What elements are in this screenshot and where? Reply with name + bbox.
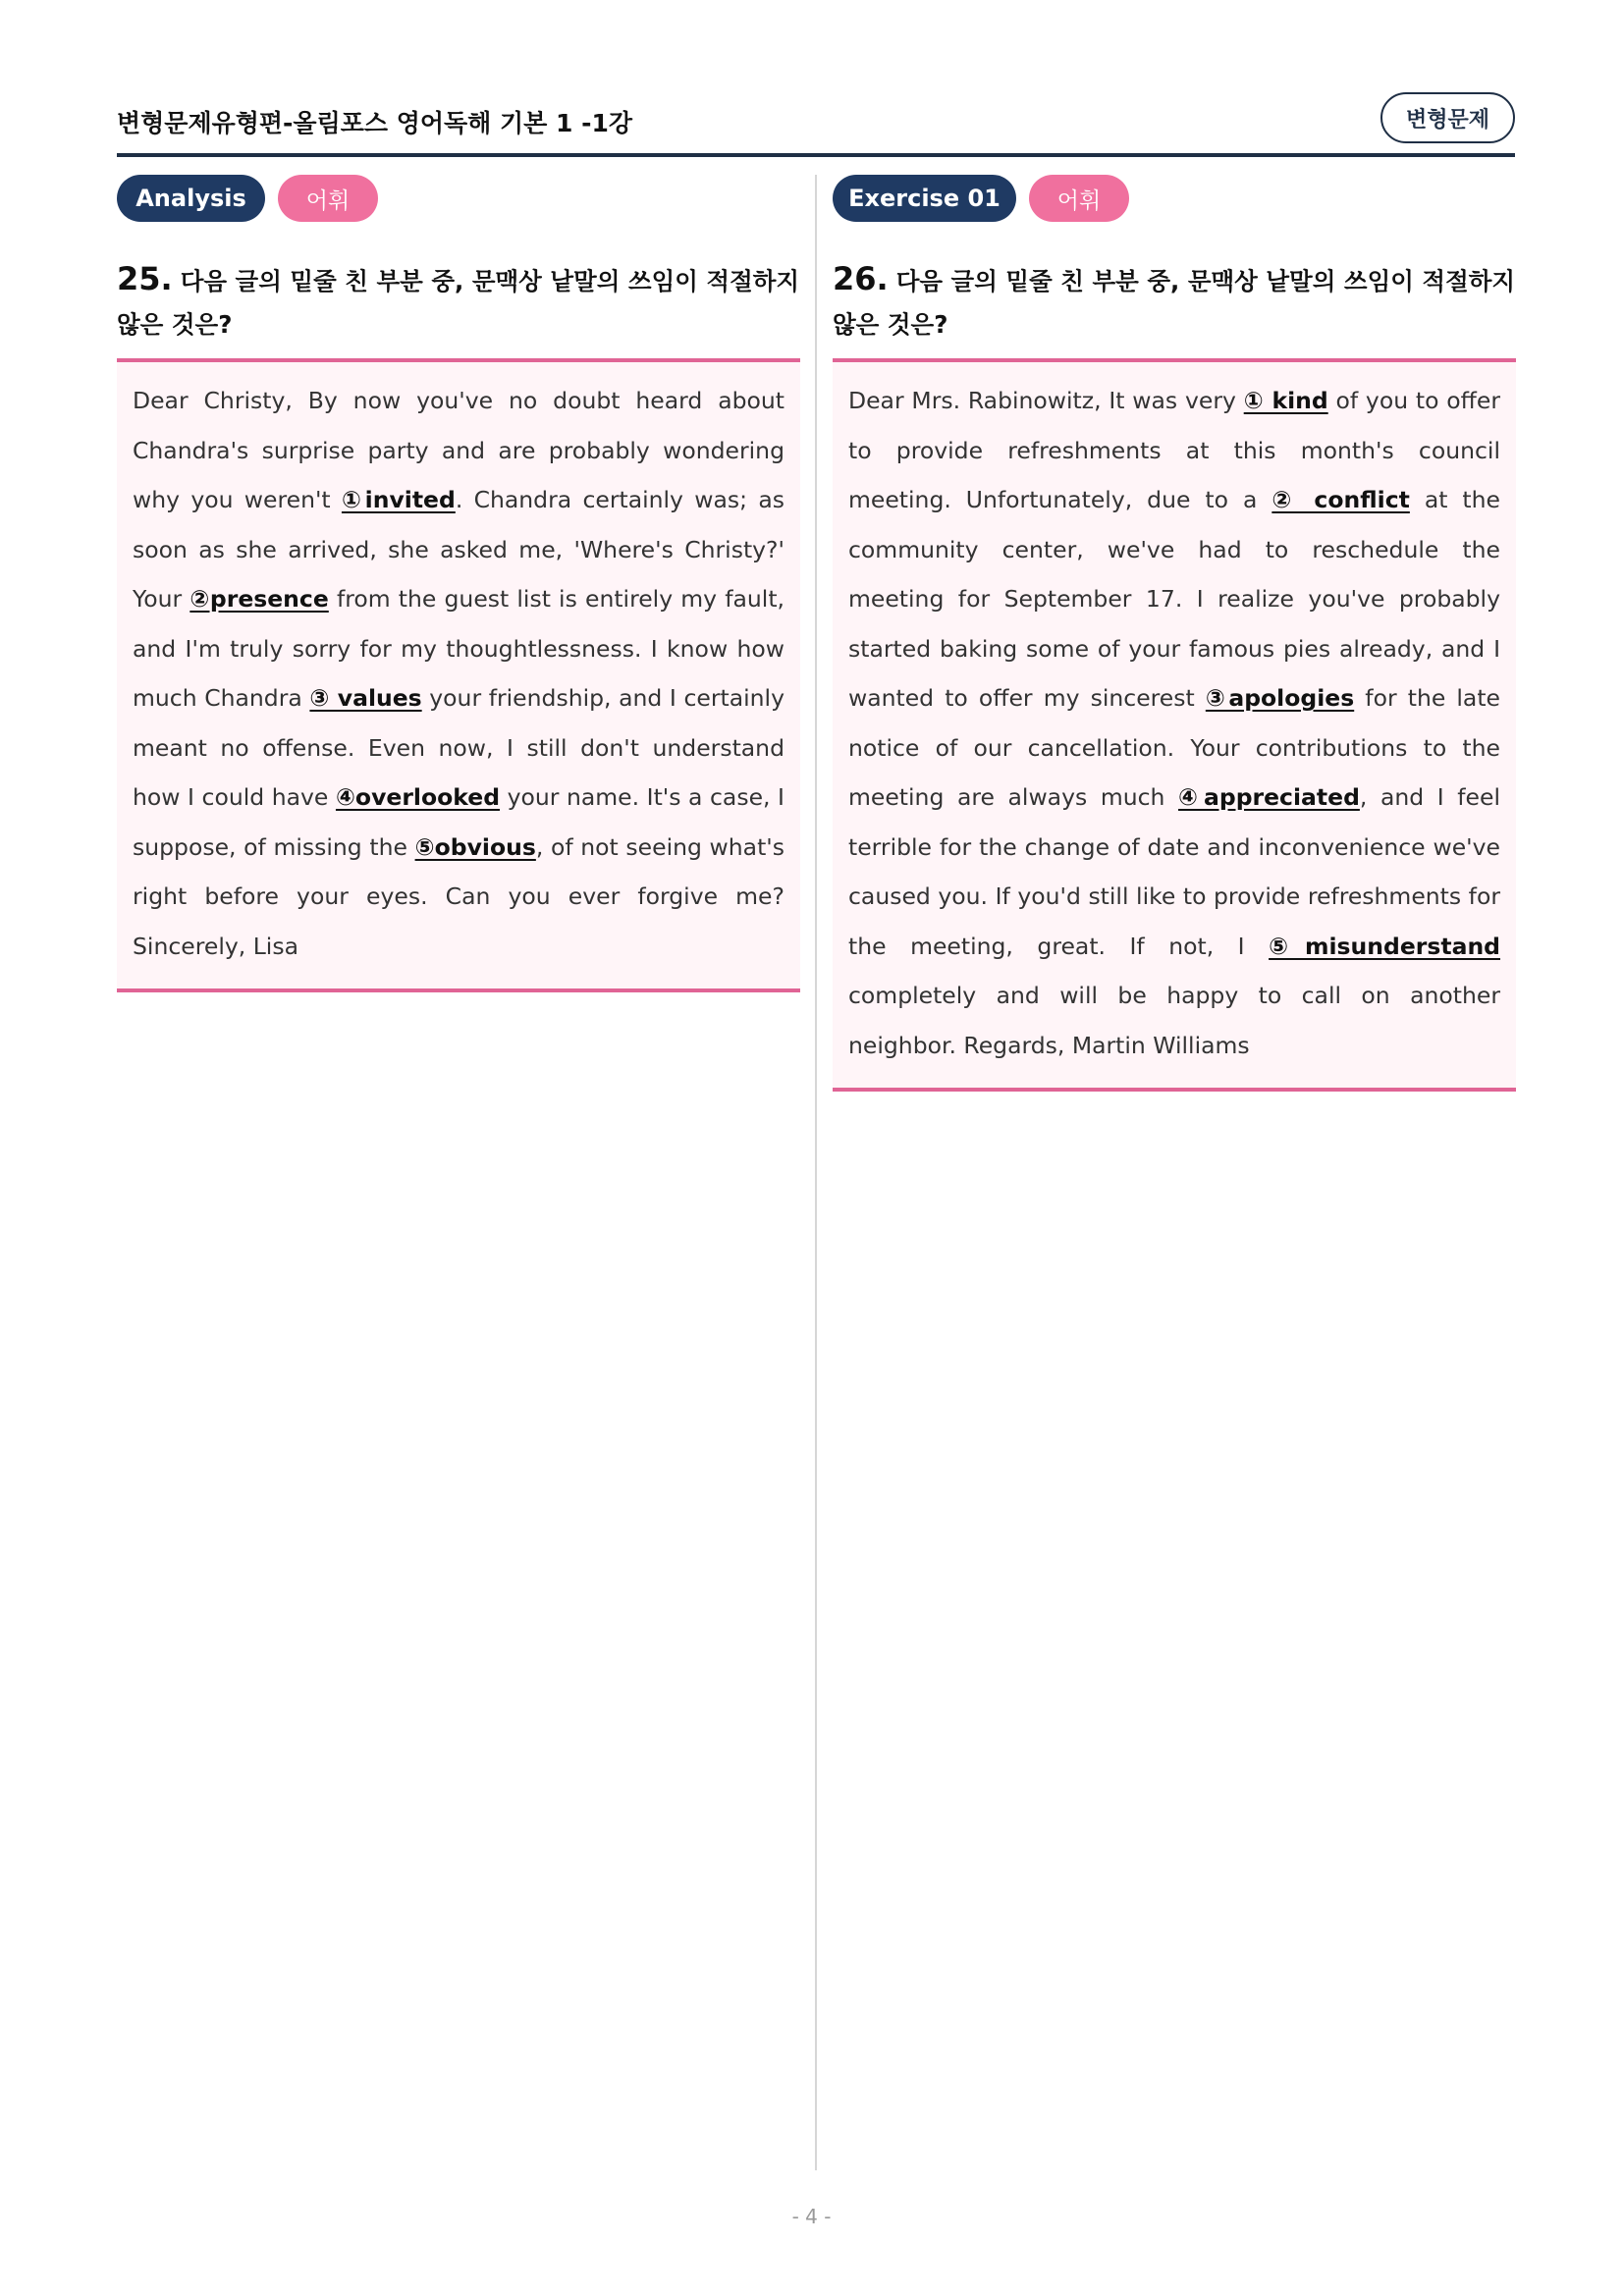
passage-text: from the guest list is entirely my fault, and I'm truly sorry for my thoughtlessness. I know how much Chandra xyxy=(133,585,785,712)
passage-text: Dear Mrs. Rabinowitz, It was very xyxy=(848,387,1244,414)
underlined-choice-3: ③apologies xyxy=(1205,684,1355,712)
underlined-choice-5: ⑤misunderstand xyxy=(1269,932,1500,960)
column-divider xyxy=(815,175,817,2170)
page-title: 변형문제유형편-올림포스 영어독해 기본 1 -1강 xyxy=(117,109,633,137)
passage-text: at the community center, we've had to reschedule the meeting for September 17. I realize you've probably started baking some of your famous pies already, and I wanted to offer my sincerest xyxy=(848,486,1500,712)
underlined-choice-4: ④appreciated xyxy=(1178,783,1360,811)
left-tags xyxy=(117,175,800,222)
question-25 xyxy=(117,257,800,362)
underlined-choice-5: ⑤obvious xyxy=(414,832,536,861)
underlined-choice-2: ②presence xyxy=(189,585,329,613)
passage-box xyxy=(117,362,800,992)
page-number: - 4 - xyxy=(791,2205,832,2228)
passage-box xyxy=(833,362,1516,1092)
underlined-choice-2: ② conflict xyxy=(1271,486,1410,513)
passage-text: for the late notice of our cancellation. Your contributions to the meeting are always much xyxy=(848,684,1501,811)
right-tags xyxy=(833,175,1516,222)
exercise-tag: Exercise 01 xyxy=(833,175,1016,222)
underlined-choice-1: ①invited xyxy=(341,486,456,513)
passage-text: Dear Christy, By now you've no doubt heard about Chandra's surprise party and are probably wondering why you weren't xyxy=(133,387,784,513)
question-text: 다음 글의 밑줄 친 부분 중, 문맥상 낱말의 쓰임이 적절하지 않은 것은? xyxy=(833,267,1516,339)
analysis-tag: Analysis xyxy=(117,175,265,222)
question-number: 26. xyxy=(833,260,889,297)
left-column xyxy=(117,175,800,992)
question-number: 25. xyxy=(117,260,173,297)
right-column xyxy=(833,175,1516,1092)
passage-text: your name. It's a case, I suppose, of missing the xyxy=(133,783,784,861)
passage-text: , and I feel terrible for the change of date and inconvenience we've caused you. If you'd still like to provide refreshments for the meeting, great. If not, I xyxy=(848,783,1500,960)
passage-text: completely and will be happy to call on another neighbor. Regards, Martin Williams xyxy=(848,982,1500,1059)
question-text: 다음 글의 밑줄 친 부분 중, 문맥상 낱말의 쓰임이 적절하지 않은 것은? xyxy=(117,267,800,339)
vocabulary-tag: 어휘 xyxy=(1029,175,1129,222)
vocabulary-tag: 어휘 xyxy=(278,175,378,222)
underlined-choice-4: ④overlooked xyxy=(335,783,501,811)
underlined-choice-3: ③ values xyxy=(309,684,422,712)
passage-text: your friendship, and I certainly meant no offense. Even now, I still don't understand how I could have xyxy=(133,684,784,811)
category-badge: 변형문제 xyxy=(1380,92,1515,143)
question-26 xyxy=(833,257,1516,362)
passage-text: , of not seeing what's right before your eyes. Can you ever forgive me? Sincerely, Lisa xyxy=(133,832,784,960)
page-header xyxy=(117,92,1515,157)
underlined-choice-1: ① kind xyxy=(1243,387,1328,414)
passage-text: . Chandra certainly was; as soon as she arrived, she asked me, 'Where's Christy?' Your xyxy=(133,486,784,613)
passage-text: of you to offer to provide refreshments at this month's council meeting. Unfortunately, due to a xyxy=(848,387,1500,513)
